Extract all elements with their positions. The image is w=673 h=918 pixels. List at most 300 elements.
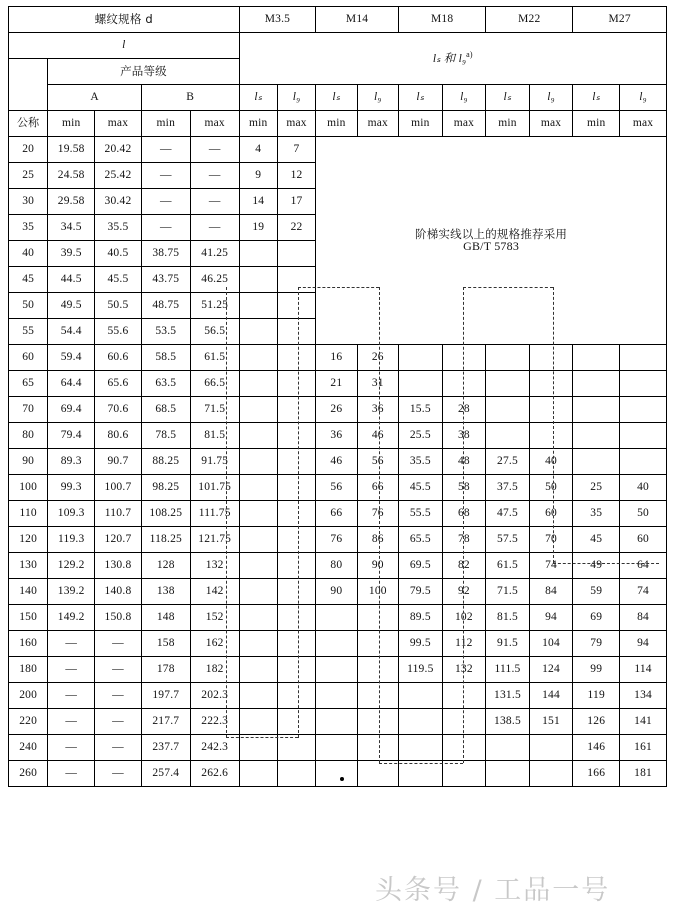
cell-m35-lg <box>277 605 315 631</box>
cell-nominal: 20 <box>9 137 48 163</box>
cell-m22-ls: 37.5 <box>486 475 530 501</box>
cell-a-min: 119.3 <box>48 527 95 553</box>
cell-m22-ls: 91.5 <box>486 631 530 657</box>
cell-m22-lg: 40 <box>529 449 573 475</box>
cell-m27-lg <box>620 397 667 423</box>
header-m18-min: min <box>399 111 443 137</box>
cell-a-min: 64.4 <box>48 371 95 397</box>
cell-m22-lg <box>529 735 573 761</box>
cell-b-min: — <box>141 215 190 241</box>
cell-b-min: 217.7 <box>141 709 190 735</box>
cell-m35-ls <box>239 397 277 423</box>
cell-m27-lg: 134 <box>620 683 667 709</box>
cell-a-min: 69.4 <box>48 397 95 423</box>
cell-m18-ls: 65.5 <box>399 527 443 553</box>
cell-m22-ls: 47.5 <box>486 501 530 527</box>
cell-b-max: — <box>190 163 239 189</box>
cell-b-max: — <box>190 137 239 163</box>
cell-m18-lg: 102 <box>442 605 486 631</box>
cell-a-min: 44.5 <box>48 267 95 293</box>
cell-nominal: 180 <box>9 657 48 683</box>
cell-m35-lg <box>277 527 315 553</box>
cell-m18-ls <box>399 683 443 709</box>
cell-a-max: 70.6 <box>95 397 142 423</box>
cell-m14-lg: 90 <box>357 553 398 579</box>
cell-b-max: 182 <box>190 657 239 683</box>
cell-b-max: 71.5 <box>190 397 239 423</box>
cell-m22-lg <box>529 345 573 371</box>
step-guide-line <box>379 287 380 763</box>
cell-m14-ls: 21 <box>316 371 357 397</box>
cell-a-min: — <box>48 735 95 761</box>
header-m18-max: max <box>442 111 486 137</box>
header-m27-ls: lₛ <box>573 85 620 111</box>
header-nominal: 公称 <box>9 111 48 137</box>
table-row <box>9 137 667 163</box>
cell-a-max: — <box>95 761 142 787</box>
cell-b-max: 152 <box>190 605 239 631</box>
header-size-m22: M22 <box>486 7 573 33</box>
cell-b-min: — <box>141 137 190 163</box>
cell-m35-lg <box>277 397 315 423</box>
cell-m14-ls <box>316 735 357 761</box>
header-m35-lg: l₉ <box>277 85 315 111</box>
cell-m35-ls <box>239 319 277 345</box>
header-m22-max: max <box>529 111 573 137</box>
cell-a-min: — <box>48 631 95 657</box>
cell-a-max: — <box>95 683 142 709</box>
cell-m22-ls: 71.5 <box>486 579 530 605</box>
cell-m14-lg: 86 <box>357 527 398 553</box>
cell-m22-lg <box>529 423 573 449</box>
cell-m14-ls <box>316 657 357 683</box>
cell-m14-ls <box>316 605 357 631</box>
header-a-max: max <box>95 111 142 137</box>
cell-a-max: 25.42 <box>95 163 142 189</box>
cell-b-min: — <box>141 189 190 215</box>
cell-nominal: 70 <box>9 397 48 423</box>
header-m35-ls: lₛ <box>239 85 277 111</box>
cell-nominal: 55 <box>9 319 48 345</box>
cell-m14-lg: 31 <box>357 371 398 397</box>
cell-m18-lg: 112 <box>442 631 486 657</box>
watermark: 头条号 / 工品一号 <box>375 875 611 906</box>
cell-m35-ls: 19 <box>239 215 277 241</box>
cell-m22-ls: 138.5 <box>486 709 530 735</box>
cell-m14-lg <box>357 631 398 657</box>
cell-b-max: 81.5 <box>190 423 239 449</box>
cell-a-min: 99.3 <box>48 475 95 501</box>
header-ls-lg: lₛ 和 l₉$^{a)}$ <box>239 33 666 85</box>
cell-b-max: 51.25 <box>190 293 239 319</box>
cell-a-max: 150.8 <box>95 605 142 631</box>
note-line-2: GB/T 5783 <box>463 239 520 254</box>
cell-a-max: — <box>95 631 142 657</box>
cell-m35-lg: 17 <box>277 189 315 215</box>
cell-m27-ls: 166 <box>573 761 620 787</box>
cell-b-min: 38.75 <box>141 241 190 267</box>
cell-m22-lg: 104 <box>529 631 573 657</box>
header-m18-ls: lₛ <box>399 85 443 111</box>
table-row <box>9 683 667 709</box>
cell-m27-lg <box>620 345 667 371</box>
cell-m22-lg <box>529 397 573 423</box>
table-row <box>9 657 667 683</box>
header-m35-max: max <box>277 111 315 137</box>
header-m22-ls: lₛ <box>486 85 530 111</box>
cell-m27-lg: 60 <box>620 527 667 553</box>
cell-nominal: 120 <box>9 527 48 553</box>
cell-b-min: — <box>141 163 190 189</box>
cell-m35-ls <box>239 605 277 631</box>
cell-b-max: 242.3 <box>190 735 239 761</box>
cell-b-min: 48.75 <box>141 293 190 319</box>
header-m27-lg: l₉ <box>620 85 667 111</box>
table-row <box>9 397 667 423</box>
cell-m27-ls: 69 <box>573 605 620 631</box>
header-l: l <box>9 33 240 59</box>
cell-m35-ls <box>239 267 277 293</box>
cell-m35-lg <box>277 371 315 397</box>
cell-m35-ls: 9 <box>239 163 277 189</box>
cell-m22-lg: 70 <box>529 527 573 553</box>
cell-a-min: 79.4 <box>48 423 95 449</box>
cell-m14-ls: 16 <box>316 345 357 371</box>
cell-b-max: 56.5 <box>190 319 239 345</box>
header-size-m27: M27 <box>573 7 667 33</box>
table-row <box>9 709 667 735</box>
cell-m27-lg: 84 <box>620 605 667 631</box>
cell-m35-lg <box>277 345 315 371</box>
cell-b-min: 43.75 <box>141 267 190 293</box>
cell-m27-lg: 94 <box>620 631 667 657</box>
cell-m35-ls <box>239 371 277 397</box>
cell-m35-ls <box>239 475 277 501</box>
cell-m35-ls <box>239 683 277 709</box>
step-guide-line <box>463 287 464 763</box>
cell-nominal: 40 <box>9 241 48 267</box>
cell-m35-lg <box>277 319 315 345</box>
cell-a-max: — <box>95 735 142 761</box>
cell-m18-ls <box>399 761 443 787</box>
header-row-minmax <box>9 111 667 137</box>
cell-m35-ls: 4 <box>239 137 277 163</box>
cell-m27-ls <box>573 397 620 423</box>
recommendation-note <box>316 137 667 345</box>
cell-m35-lg <box>277 423 315 449</box>
cell-m35-ls <box>239 579 277 605</box>
table-row <box>9 423 667 449</box>
cell-b-min: 178 <box>141 657 190 683</box>
cell-b-min: 237.7 <box>141 735 190 761</box>
cell-m35-lg <box>277 631 315 657</box>
cell-nominal: 90 <box>9 449 48 475</box>
cell-b-min: 118.25 <box>141 527 190 553</box>
step-guide-line <box>379 763 463 764</box>
cell-m35-ls <box>239 345 277 371</box>
cell-m14-lg: 26 <box>357 345 398 371</box>
cell-m27-lg <box>620 449 667 475</box>
cell-b-max: 111.75 <box>190 501 239 527</box>
cell-a-max: 35.5 <box>95 215 142 241</box>
cell-a-min: — <box>48 709 95 735</box>
cell-m35-lg <box>277 293 315 319</box>
header-nominal-blank <box>9 59 48 111</box>
cell-b-max: 222.3 <box>190 709 239 735</box>
cell-m14-ls: 46 <box>316 449 357 475</box>
cell-b-max: 202.3 <box>190 683 239 709</box>
header-m22-lg: l₉ <box>529 85 573 111</box>
header-size-m14: M14 <box>316 7 399 33</box>
cell-b-min: 88.25 <box>141 449 190 475</box>
cell-m22-ls <box>486 371 530 397</box>
cell-m22-ls <box>486 345 530 371</box>
cell-m18-lg: 82 <box>442 553 486 579</box>
table-row <box>9 501 667 527</box>
cell-b-min: 138 <box>141 579 190 605</box>
cell-a-max: 120.7 <box>95 527 142 553</box>
cell-b-max: 66.5 <box>190 371 239 397</box>
cell-m22-lg: 151 <box>529 709 573 735</box>
cell-m27-lg: 74 <box>620 579 667 605</box>
header-a-min: min <box>48 111 95 137</box>
cell-nominal: 35 <box>9 215 48 241</box>
cell-m35-ls <box>239 293 277 319</box>
cell-m22-lg: 60 <box>529 501 573 527</box>
cell-m14-ls: 26 <box>316 397 357 423</box>
cell-m18-ls <box>399 709 443 735</box>
cell-m22-ls: 61.5 <box>486 553 530 579</box>
cell-m22-ls: 111.5 <box>486 657 530 683</box>
cell-m35-lg <box>277 657 315 683</box>
cell-m27-ls: 45 <box>573 527 620 553</box>
cell-m18-ls: 15.5 <box>399 397 443 423</box>
cell-m35-ls <box>239 527 277 553</box>
cell-m35-ls <box>239 423 277 449</box>
header-size-m35: M3.5 <box>239 7 316 33</box>
cell-m14-lg <box>357 735 398 761</box>
table-row <box>9 735 667 761</box>
step-guide-line <box>226 287 227 738</box>
header-m14-max: max <box>357 111 398 137</box>
cell-m18-lg: 78 <box>442 527 486 553</box>
cell-a-min: 24.58 <box>48 163 95 189</box>
cell-nominal: 140 <box>9 579 48 605</box>
cell-m27-lg <box>620 423 667 449</box>
cell-m22-ls <box>486 761 530 787</box>
cell-m35-lg <box>277 449 315 475</box>
cell-m22-lg <box>529 371 573 397</box>
cell-m22-ls <box>486 423 530 449</box>
cell-m14-lg <box>357 709 398 735</box>
cell-m18-ls: 79.5 <box>399 579 443 605</box>
table-row <box>9 527 667 553</box>
header-thread-spec: 螺纹规格 d <box>9 7 240 33</box>
cell-nominal: 110 <box>9 501 48 527</box>
table-row <box>9 371 667 397</box>
cell-m14-ls <box>316 631 357 657</box>
cell-nominal: 200 <box>9 683 48 709</box>
cell-a-min: 89.3 <box>48 449 95 475</box>
header-grade-a: A <box>48 85 142 111</box>
cell-nominal: 25 <box>9 163 48 189</box>
cell-nominal: 50 <box>9 293 48 319</box>
table-row <box>9 475 667 501</box>
cell-m35-ls <box>239 631 277 657</box>
cell-m35-ls: 14 <box>239 189 277 215</box>
step-guide-line <box>553 563 659 564</box>
cell-m14-lg: 76 <box>357 501 398 527</box>
cell-m27-lg: 141 <box>620 709 667 735</box>
cell-m22-lg: 94 <box>529 605 573 631</box>
cell-m22-ls: 57.5 <box>486 527 530 553</box>
cell-m14-ls: 80 <box>316 553 357 579</box>
table-row <box>9 631 667 657</box>
cell-a-max: 65.6 <box>95 371 142 397</box>
cell-m22-lg <box>529 761 573 787</box>
header-b-max: max <box>190 111 239 137</box>
header-m14-lg: l₉ <box>357 85 398 111</box>
cell-a-min: 19.58 <box>48 137 95 163</box>
cell-m35-ls <box>239 241 277 267</box>
table-row <box>9 345 667 371</box>
cell-m14-ls <box>316 683 357 709</box>
cell-m14-lg: 66 <box>357 475 398 501</box>
cell-nominal: 100 <box>9 475 48 501</box>
cell-b-max: 46.25 <box>190 267 239 293</box>
bolt-length-table <box>8 6 667 787</box>
cell-m35-lg <box>277 683 315 709</box>
cell-m14-lg: 36 <box>357 397 398 423</box>
cell-a-min: — <box>48 657 95 683</box>
cell-b-max: 142 <box>190 579 239 605</box>
cell-m27-ls: 146 <box>573 735 620 761</box>
cell-m27-ls <box>573 449 620 475</box>
cell-b-max: 91.75 <box>190 449 239 475</box>
cell-m22-ls <box>486 397 530 423</box>
cell-m22-lg: 84 <box>529 579 573 605</box>
cell-b-min: 158 <box>141 631 190 657</box>
header-size-m18: M18 <box>399 7 486 33</box>
cell-m22-lg: 144 <box>529 683 573 709</box>
cell-m18-lg: 68 <box>442 501 486 527</box>
cell-m27-ls: 99 <box>573 657 620 683</box>
cell-m18-ls <box>399 345 443 371</box>
cell-m35-lg <box>277 267 315 293</box>
table-row <box>9 579 667 605</box>
cell-a-min: 39.5 <box>48 241 95 267</box>
cell-m27-lg: 50 <box>620 501 667 527</box>
header-product-grade: 产品等级 <box>48 59 239 85</box>
table-row <box>9 553 667 579</box>
cell-m22-lg: 124 <box>529 657 573 683</box>
cell-a-min: — <box>48 761 95 787</box>
cell-a-max: — <box>95 657 142 683</box>
cell-m18-lg: 58 <box>442 475 486 501</box>
cell-a-min: 109.3 <box>48 501 95 527</box>
cell-b-max: 101.75 <box>190 475 239 501</box>
cell-b-min: 128 <box>141 553 190 579</box>
cell-m18-lg: 132 <box>442 657 486 683</box>
cell-m22-lg: 74 <box>529 553 573 579</box>
cell-m27-ls: 59 <box>573 579 620 605</box>
step-guide-line <box>553 287 554 563</box>
header-m27-min: min <box>573 111 620 137</box>
cell-m18-lg: 92 <box>442 579 486 605</box>
cell-m14-lg: 100 <box>357 579 398 605</box>
cell-a-min: 139.2 <box>48 579 95 605</box>
cell-m35-lg: 22 <box>277 215 315 241</box>
header-m18-lg: l₉ <box>442 85 486 111</box>
cell-m27-lg: 114 <box>620 657 667 683</box>
cell-m18-lg: 48 <box>442 449 486 475</box>
header-row-ab <box>9 85 667 111</box>
cell-m35-ls <box>239 449 277 475</box>
cell-nominal: 220 <box>9 709 48 735</box>
header-m14-min: min <box>316 111 357 137</box>
step-guide-line <box>298 287 379 288</box>
cell-a-max: 80.6 <box>95 423 142 449</box>
cell-m22-ls: 131.5 <box>486 683 530 709</box>
cell-m22-lg: 50 <box>529 475 573 501</box>
cell-m18-ls <box>399 735 443 761</box>
cell-nominal: 130 <box>9 553 48 579</box>
table-page <box>0 6 673 918</box>
cell-m27-ls: 25 <box>573 475 620 501</box>
cell-a-max: 20.42 <box>95 137 142 163</box>
cell-b-min: 53.5 <box>141 319 190 345</box>
header-b-min: min <box>141 111 190 137</box>
cell-m14-ls <box>316 709 357 735</box>
cell-m18-lg <box>442 761 486 787</box>
step-guide-line <box>226 737 298 738</box>
cell-m18-ls: 119.5 <box>399 657 443 683</box>
cell-a-max: 55.6 <box>95 319 142 345</box>
cell-a-min: 59.4 <box>48 345 95 371</box>
cell-b-min: 68.5 <box>141 397 190 423</box>
cell-m27-ls: 119 <box>573 683 620 709</box>
cell-m14-ls: 90 <box>316 579 357 605</box>
cell-nominal: 30 <box>9 189 48 215</box>
cell-nominal: 260 <box>9 761 48 787</box>
cell-a-max: — <box>95 709 142 735</box>
cell-a-min: 149.2 <box>48 605 95 631</box>
cell-m18-lg: 28 <box>442 397 486 423</box>
cell-m14-lg: 56 <box>357 449 398 475</box>
cell-b-min: 63.5 <box>141 371 190 397</box>
cell-b-min: 197.7 <box>141 683 190 709</box>
cell-m14-ls: 56 <box>316 475 357 501</box>
cell-b-max: 262.6 <box>190 761 239 787</box>
table-row <box>9 449 667 475</box>
cell-m14-ls <box>316 761 357 787</box>
cell-m35-lg <box>277 579 315 605</box>
cell-b-max: — <box>190 189 239 215</box>
cell-nominal: 45 <box>9 267 48 293</box>
cell-b-min: 108.25 <box>141 501 190 527</box>
cell-a-min: — <box>48 683 95 709</box>
cell-b-min: 78.5 <box>141 423 190 449</box>
cell-m35-lg <box>277 241 315 267</box>
cell-b-min: 148 <box>141 605 190 631</box>
table-row <box>9 761 667 787</box>
cell-m35-lg <box>277 761 315 787</box>
cell-b-min: 58.5 <box>141 345 190 371</box>
cell-m35-lg: 12 <box>277 163 315 189</box>
cell-m14-ls: 66 <box>316 501 357 527</box>
cell-m27-ls <box>573 345 620 371</box>
cell-b-max: 121.75 <box>190 527 239 553</box>
